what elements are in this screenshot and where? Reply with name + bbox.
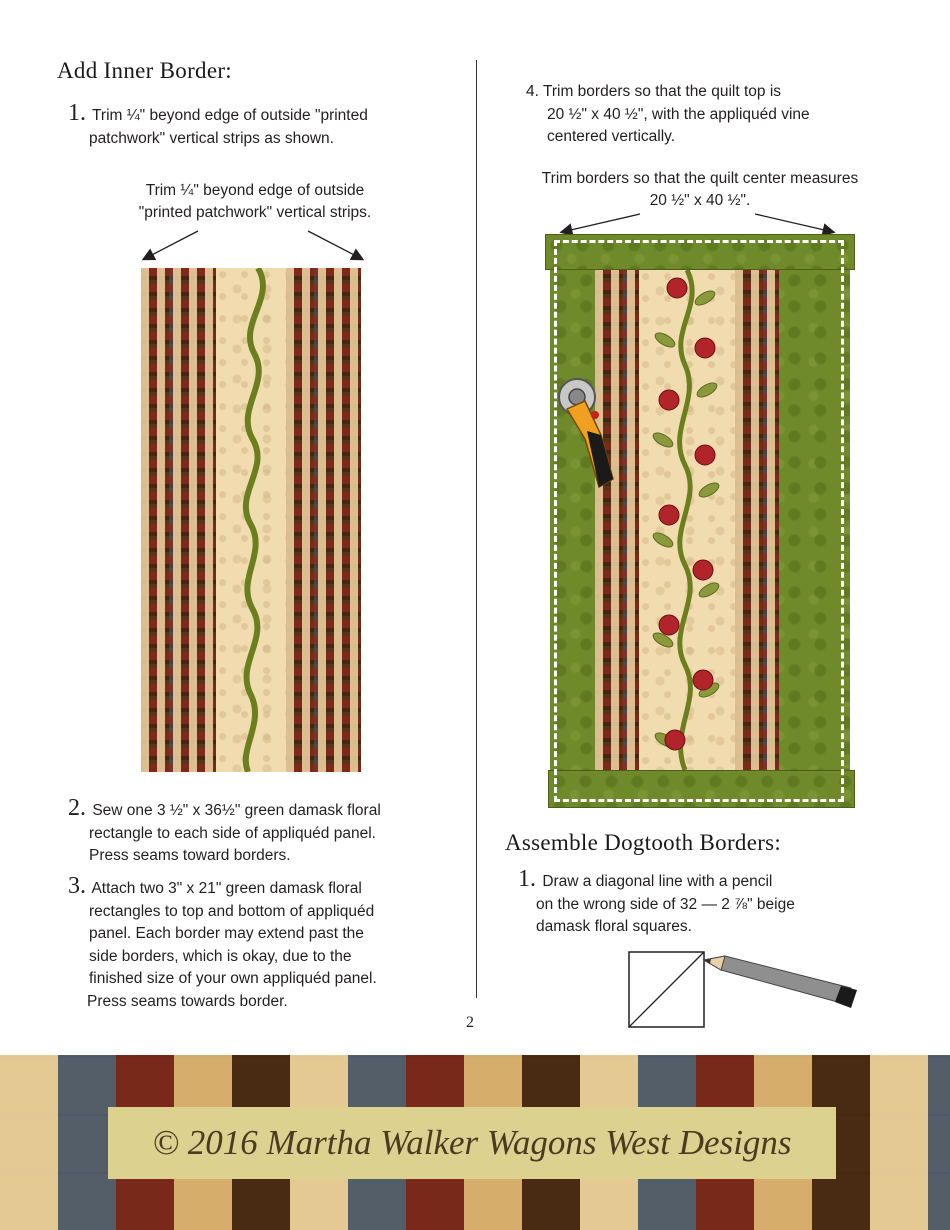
- right-figure-caption: [500, 168, 900, 212]
- step-text-line: Draw a diagonal line with a pencil: [542, 873, 773, 890]
- vine-stem: [216, 268, 286, 772]
- step-1-trim: [68, 102, 468, 150]
- trim-guide-dashed-line: [554, 240, 844, 802]
- patchwork-strip-left: [141, 268, 216, 772]
- patchwork-panel-illustration: [141, 268, 361, 772]
- page-number: 2: [466, 1014, 474, 1031]
- pencil-icon: [704, 956, 857, 1008]
- caption-line: "printed patchwork" vertical strips.: [138, 204, 372, 221]
- step-text-line: side borders, which is okay, due to the: [89, 947, 352, 965]
- step-text-line: finished size of your own appliquéd panel.: [89, 970, 377, 987]
- step-4-trim-borders: [526, 81, 926, 149]
- step-3-attach: [68, 875, 468, 1013]
- step-text-line: damask floral squares.: [536, 918, 692, 935]
- step-number: 1.: [68, 100, 86, 126]
- caption-line: Trim ¼" beyond edge of outside: [145, 182, 365, 199]
- caption-line: 20 ½" x 40 ½".: [649, 192, 751, 209]
- step-text-line: Sew one 3 ½" x 36½" green damask floral: [92, 802, 381, 819]
- step-text-line: centered vertically.: [547, 128, 676, 145]
- step-text-line: patchwork" vertical strips as shown.: [89, 129, 334, 147]
- caption-line: Trim borders so that the quilt center measures: [541, 170, 859, 187]
- rotary-cutter-icon: [555, 375, 630, 495]
- heading-assemble-dogtooth: Assemble Dogtooth Borders:: [505, 830, 782, 855]
- step-1-draw-line: [518, 868, 918, 939]
- step-number: 4.: [526, 83, 539, 100]
- step-text-line: rectangles to top and bottom of appliquéd: [89, 902, 375, 920]
- step-text-line: rectangle to each side of appliquéd panel.: [89, 824, 376, 842]
- copyright-text: © 2016 Martha Walker Wagons West Designs: [152, 1123, 792, 1162]
- step-number: 3.: [68, 873, 86, 899]
- heading-add-inner-border: Add Inner Border:: [57, 58, 232, 83]
- step-text-line: Attach two 3" x 21" green damask floral: [91, 880, 362, 897]
- pencil-square-diagram: [625, 948, 865, 1030]
- step-number: 2.: [68, 795, 86, 821]
- patchwork-strip-right: [286, 268, 361, 772]
- copyright-banner: [108, 1107, 836, 1179]
- step-text-line: Trim ¼" beyond edge of outside "printed: [92, 107, 368, 124]
- step-text-line: on the wrong side of 32 — 2 ⅞" beige: [536, 895, 795, 913]
- step-text-line: panel. Each border may extend past the: [89, 925, 364, 942]
- quilt-with-borders-illustration: [545, 234, 855, 808]
- step-text-line: Press seams toward borders.: [89, 847, 291, 864]
- column-divider: [476, 60, 477, 998]
- step-text-line: 20 ½" x 40 ½", with the appliquéd vine: [547, 105, 810, 123]
- step-text-line: Trim borders so that the quilt top is: [542, 83, 782, 100]
- trim-arrows: [130, 225, 380, 270]
- step-2-sew: [68, 797, 468, 868]
- step-number: 1.: [518, 866, 536, 892]
- left-figure-caption: [95, 180, 415, 224]
- step-text-line: Press seams towards border.: [87, 992, 288, 1010]
